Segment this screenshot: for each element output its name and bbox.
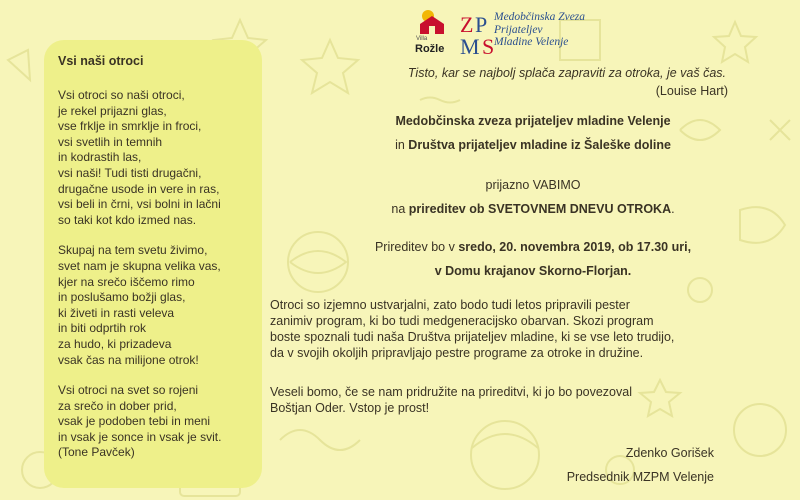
poem-line: vsak čas na milijone otrok! xyxy=(58,352,199,367)
body-line: boste spoznali tudi naša Društva prijateljev mladine, ki se vse leto trudijo, xyxy=(270,330,675,344)
poem-line: in biti odprtih rok xyxy=(58,321,147,336)
mzpm-line-3: Mladine Velenje xyxy=(494,36,569,48)
event-suffix: . xyxy=(671,202,675,216)
date-prefix: Prireditev bo v xyxy=(374,240,459,254)
mzpm-line-1: Medobčinska Zveza xyxy=(494,11,586,23)
poem-line: vse frklje in smrklje in froci, xyxy=(58,119,202,134)
doodle-triangle xyxy=(8,50,30,80)
vabimo-line: prijazno VABIMO xyxy=(485,178,581,192)
body-line: Veseli bomo, če se nam pridružite na prireditvi, ki jo bo povezoval xyxy=(270,385,632,399)
event-name: prireditev ob SVETOVNEM DNEVU OTROKA xyxy=(408,202,672,216)
poem-line: in kodrastih las, xyxy=(58,150,142,165)
organizer-line: Medobčinska zveza prijateljev mladine Velenje xyxy=(395,114,671,128)
poem-line: kjer na srečo iščemo rimo xyxy=(58,274,195,289)
poem-author: (Tone Pavček) xyxy=(58,445,135,460)
poem-stanza-2 xyxy=(58,243,262,368)
poem-line: za hudo, ki prizadeva xyxy=(58,336,172,351)
body-paragraph-1 xyxy=(270,297,790,361)
co-organizer-name: Društva prijateljev mladine iz Šaleške doline xyxy=(408,138,671,152)
poem-line: drugačne usode in vere in ras, xyxy=(58,181,220,196)
body-paragraph-2 xyxy=(270,384,790,416)
monogram-s: S xyxy=(482,34,495,58)
poem-line: svet nam je skupna velika vas, xyxy=(58,258,221,273)
poem-line: vsi naši! Tudi tisti drugačni, xyxy=(58,165,202,180)
rozle-label: Rožle xyxy=(415,43,445,55)
signature-title: Predsednik MZPM Velenje xyxy=(566,470,714,484)
poem-line: vsi beli in črni, vsi bolni in lačni xyxy=(58,197,221,212)
poem-line: vsak je podoben tebi in meni xyxy=(58,414,211,429)
venue-line: v Domu krajanov Skorno-Florjan. xyxy=(434,264,632,278)
event-date: sredo, 20. novembra 2019, ob 17.30 uri, xyxy=(458,240,692,254)
poem-stanza-3 xyxy=(58,383,262,461)
monogram-p: P xyxy=(475,12,488,37)
body-line: zanimiv program, ki bo tudi medgeneracijsko obarvan. Skozi program xyxy=(270,314,654,328)
villa-label: Villa xyxy=(416,36,428,42)
poem-line: in vsak je sonce in vsak je svit. xyxy=(58,429,222,444)
signature-name: Zdenko Gorišek xyxy=(625,446,714,460)
poem-line: Vsi otroci na svet so rojeni xyxy=(58,383,199,398)
poem-line: so taki kot kdo izmed nas. xyxy=(58,212,197,227)
monogram-z: Z xyxy=(460,12,474,37)
poem-stanza-1 xyxy=(58,88,262,228)
poem-panel xyxy=(44,40,262,488)
poem-line: ki živeti in rasti veleva xyxy=(58,305,175,320)
monogram-m: M xyxy=(460,34,480,58)
mzpm-line-2: Prijateljev xyxy=(494,23,543,36)
quote-text: Tisto, kar se najbolj splača zapraviti za otroka, je vaš čas. xyxy=(407,66,726,80)
event-line xyxy=(266,202,800,216)
quote-author: (Louise Hart) xyxy=(655,84,728,98)
poem-line: in poslušamo božji glas, xyxy=(58,290,186,305)
event-prefix: na xyxy=(391,202,409,216)
co-organizer-line xyxy=(266,138,800,152)
poem-title: Vsi naši otroci xyxy=(58,54,144,68)
and-prefix: in xyxy=(395,138,409,152)
poem-line: za srečo in dober prid, xyxy=(58,398,177,413)
body-line: da v svojih okoljih pripravljajo pestre programe za otroke in družine. xyxy=(270,346,644,360)
date-line xyxy=(266,240,800,254)
poem-line: je rekel prijazni glas, xyxy=(58,103,167,118)
body-line: Boštjan Oder. Vstop je prost! xyxy=(270,401,430,415)
poem-line: vsi svetlih in temnih xyxy=(58,134,163,149)
body-line: Otroci so izjemno ustvarjalni, zato bodo tudi letos pripravili pester xyxy=(270,298,630,312)
poem-line: Vsi otroci so naši otroci, xyxy=(58,88,185,102)
poem-line: Skupaj na tem svetu živimo, xyxy=(58,243,208,258)
invitation-content xyxy=(266,0,800,500)
